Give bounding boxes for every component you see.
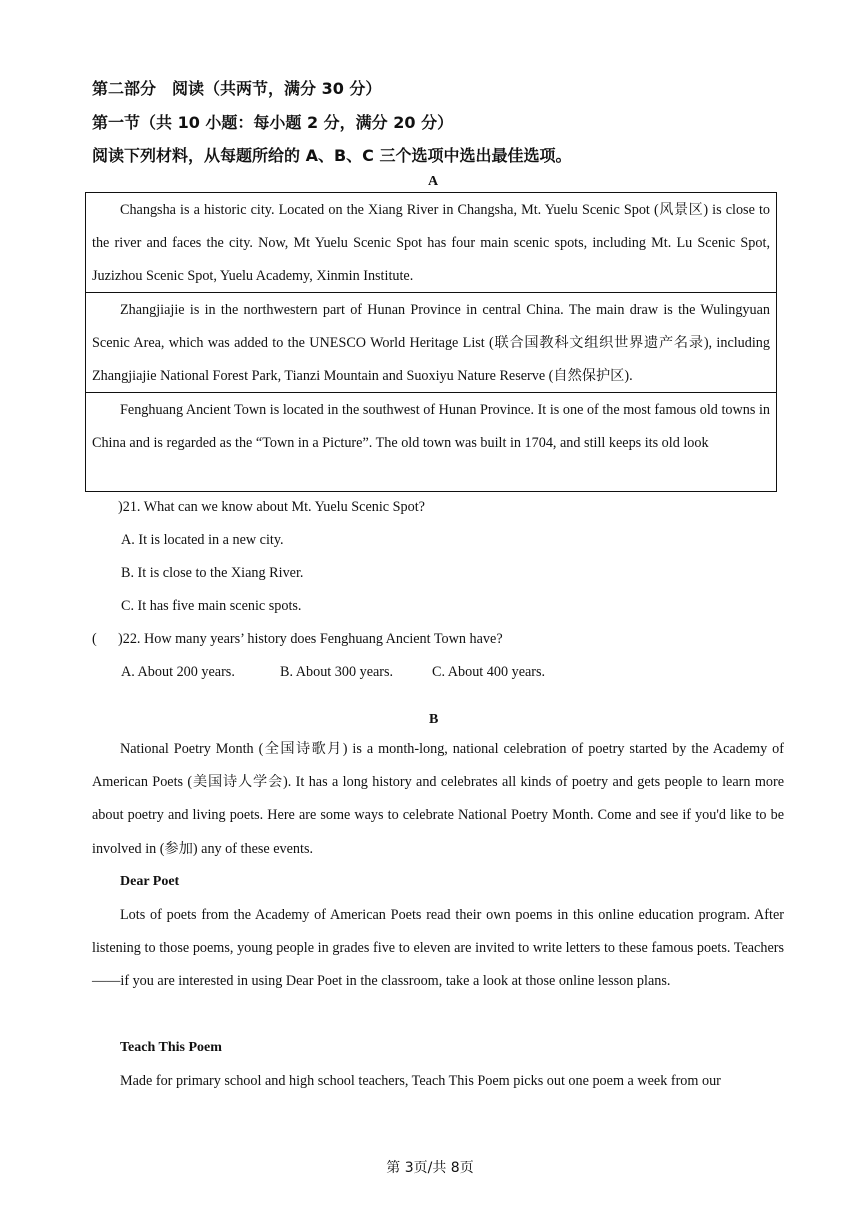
question-21-option-b[interactable]: B. It is close to the Xiang River.	[121, 565, 304, 581]
question-22-option-b[interactable]: B. About 300 years.	[280, 664, 394, 680]
teach-this-poem-heading: Teach This Poem	[120, 1040, 222, 1055]
instruction-text: 阅读下列材料，从每题所给的 A、B、C 三个选项中选出最佳选项。	[92, 146, 572, 165]
question-21-stem: )21. What can we know about Mt. Yuelu Scenic Spot?	[118, 499, 425, 515]
question-22-option-a[interactable]: A. About 200 years.	[121, 664, 235, 680]
passage-a-label: A	[428, 174, 439, 189]
table-cell-text: Zhangjiajie is in the northwestern part of Hunan Province in central China. The main draw is the Wulingyuan Scenic Area, which was added to the UNESCO World Heritage List (联合国教科文组织世界遗产名录), including Zhangjiajie National Forest Park, Tianzi Mountain and Suoxiyu Nature Reserve (自然保护区).	[92, 302, 770, 384]
table-cell-text: Fenghuang Ancient Town is located in the southwest of Hunan Province. It is one of the most famous old towns in China and is regarded as the “Town in a Picture”. The old town was built in 1704, and still keeps its old look	[92, 402, 770, 451]
question-22-option-c[interactable]: C. About 400 years.	[432, 664, 546, 680]
passage-a-table	[85, 192, 777, 492]
page-number: 第 3页/共 8页	[386, 1160, 474, 1176]
table-row-fenghuang	[86, 392, 776, 491]
question-22-stem: )22. How many years’ history does Fenghuang Ancient Town have?	[118, 631, 503, 647]
dear-poet-text: Lots of poets from the Academy of American Poets read their own poems in this online education program. After listening to those poems, young people in grades five to eleven are invited to write letters to these famous poets. Teachers——if you are interested in using Dear Poet in the classroom, take a look at those online lesson plans.	[92, 907, 784, 990]
question-22-paren: (	[92, 631, 97, 647]
dear-poet-heading: Dear Poet	[120, 874, 180, 889]
passage-b-label: B	[429, 712, 439, 727]
part-title: 第二部分 阅读（共两节，满分 30 分）	[92, 79, 382, 98]
question-21-option-a[interactable]: A. It is located in a new city.	[121, 532, 284, 548]
table-row-changsha	[86, 193, 776, 292]
question-21-option-c[interactable]: C. It has five main scenic spots.	[121, 598, 302, 614]
teach-this-poem-text: Made for primary school and high school teachers, Teach This Poem picks out one poem a week from our	[120, 1073, 721, 1089]
section-title: 第一节（共 10 小题：每小题 2 分，满分 20 分）	[92, 113, 454, 132]
passage-b-intro: National Poetry Month (全国诗歌月) is a month-long, national celebration of poetry started by the Academy of American Poets (美国诗人学会). It has a long history and celebrates all kinds of poetry and gets people to learn more about poetry and living poets. Here are some ways to celebrate National Poetry Month. Come and see if you'd like to be involved in (参加) any of these events.	[92, 741, 784, 857]
table-row-zhangjiajie	[86, 292, 776, 392]
table-cell-text: Changsha is a historic city. Located on the Xiang River in Changsha, Mt. Yuelu Scenic Spot (风景区) is close to the river and faces the city. Now, Mt Yuelu Scenic Spot has four main scenic spots, including Mt. Lu Scenic Spot, Juzizhou Scenic Spot, Yuelu Academy, Xinmin Institute.	[92, 202, 770, 284]
